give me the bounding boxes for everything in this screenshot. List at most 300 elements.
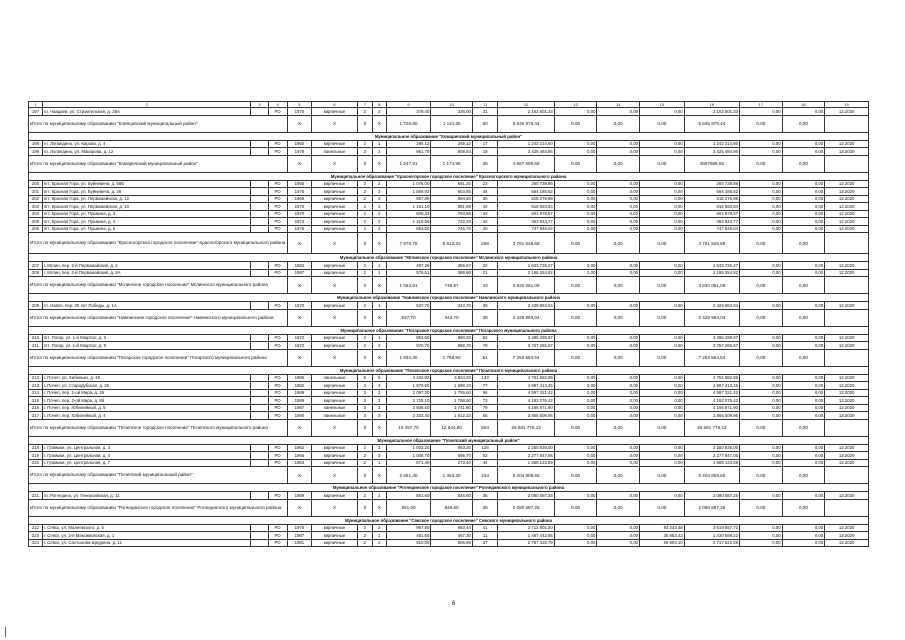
subtotal-cell: 2 429 963,04 bbox=[684, 309, 739, 326]
table-cell: 0,00 bbox=[554, 452, 597, 460]
table-cell: 1989 bbox=[287, 492, 311, 500]
table-row bbox=[29, 218, 869, 226]
subtotal-row bbox=[29, 419, 869, 436]
table-cell: 2 bbox=[357, 148, 372, 156]
subtotal-label: Итого по муниципальному образованию "Погарское городское поселение" Погарского муниципального района bbox=[29, 349, 288, 366]
table-cell: РО bbox=[268, 452, 287, 460]
table-cell: 0,00 bbox=[740, 404, 783, 412]
table-row bbox=[29, 148, 869, 156]
table-row bbox=[29, 539, 869, 547]
table-cell: 0,00 bbox=[782, 342, 825, 350]
column-number: 2 bbox=[42, 102, 251, 108]
subtotal-cell: X bbox=[357, 277, 372, 294]
table-cell: 453 944,77 bbox=[498, 218, 554, 226]
table-cell: 12.2020 bbox=[825, 539, 869, 547]
table-cell: РО bbox=[268, 382, 287, 390]
table-cell: 467,30 bbox=[431, 532, 473, 540]
table-cell: 5 bbox=[357, 374, 372, 382]
table-cell: 722,20 bbox=[431, 218, 473, 226]
table-cell: пгт. Красная Гора, ул. Первомайская, д. 10 bbox=[42, 203, 251, 211]
table-cell: 0,00 bbox=[740, 532, 783, 540]
table-cell: г. Севск, ул. Малеевского, д. 5 bbox=[42, 524, 251, 532]
table-cell: 2 bbox=[357, 225, 372, 233]
table-cell: 967,80 bbox=[386, 524, 431, 532]
section-title: Муниципальное образование "Комаричский муниципальный район" bbox=[29, 132, 869, 140]
table-cell: 0,00 bbox=[782, 108, 825, 116]
table-cell: 2 429 963,04 bbox=[684, 302, 739, 310]
table-cell: 2 bbox=[357, 180, 372, 188]
table-row bbox=[29, 225, 869, 233]
subtotal-cell: 3 761 528,68 bbox=[684, 233, 739, 254]
table-cell: 0,00 bbox=[597, 397, 640, 405]
subtotal-cell: X bbox=[312, 419, 358, 436]
table-cell: 286,12 bbox=[386, 140, 431, 148]
table-row bbox=[29, 140, 869, 148]
subtotal-cell: 6 204 808,65 bbox=[498, 467, 554, 484]
table-cell: 1 006,70 bbox=[386, 452, 431, 460]
subtotal-cell: X bbox=[357, 233, 372, 254]
subtotal-cell: 5 845 976,44 bbox=[684, 115, 739, 132]
table-cell: 0,00 bbox=[639, 203, 684, 211]
table-cell bbox=[251, 444, 268, 452]
table-cell: 12.2020 bbox=[825, 492, 869, 500]
table-cell: 260 738,86 bbox=[498, 180, 554, 188]
table-cell: 2 bbox=[357, 188, 372, 196]
table-cell: 1 bbox=[372, 262, 386, 270]
table-cell: РО bbox=[268, 412, 287, 420]
table-cell: 265,12 bbox=[431, 140, 473, 148]
table-cell: кирпичные bbox=[312, 492, 358, 500]
table-cell: 198 bbox=[29, 140, 43, 148]
table-cell: 0,00 bbox=[782, 404, 825, 412]
table-cell: 0,00 bbox=[782, 262, 825, 270]
table-cell: 518 276,98 bbox=[684, 195, 739, 203]
subtotal-cell: 0,00 bbox=[597, 467, 640, 484]
table-cell: 0,00 bbox=[782, 459, 825, 467]
subtotal-cell bbox=[825, 309, 869, 326]
table-cell: гп. Рогнедино, ул. Генерсийская, д. 11 bbox=[42, 492, 251, 500]
subtotal-cell: 846,60 bbox=[431, 499, 473, 516]
table-cell: 0,00 bbox=[597, 180, 640, 188]
table-cell: 0,00 bbox=[639, 148, 684, 156]
subtotal-cell: 5 613,33 bbox=[431, 233, 473, 254]
table-cell: 2 bbox=[357, 342, 372, 350]
column-number: 19 bbox=[825, 102, 869, 108]
subtotal-cell bbox=[825, 115, 869, 132]
table-cell: 3 bbox=[372, 195, 386, 203]
subtotal-cell: X bbox=[287, 277, 311, 294]
table-cell: 0,00 bbox=[554, 225, 597, 233]
table-cell: 212 bbox=[29, 374, 43, 382]
subtotal-cell: 537,70 bbox=[386, 309, 431, 326]
table-cell: 888,70 bbox=[431, 342, 473, 350]
table-cell bbox=[251, 492, 268, 500]
section-title: Муниципальное образование "Навлинское городское поселение" Навлинского муниципального района bbox=[29, 294, 869, 302]
table-cell: 2 717 522,69 bbox=[684, 539, 739, 547]
subtotal-row bbox=[29, 309, 869, 326]
subtotal-cell: 7 253 554,54 bbox=[684, 349, 739, 366]
table-cell: РО bbox=[268, 140, 287, 148]
subtotal-cell: 36 bbox=[472, 499, 498, 516]
table-cell: 0,00 bbox=[740, 140, 783, 148]
table-cell: 0,00 bbox=[597, 342, 640, 350]
register-sheet bbox=[28, 101, 869, 547]
table-cell: 481,60 bbox=[386, 532, 431, 540]
table-cell: 12.2020 bbox=[825, 269, 869, 277]
subtotal-cell: X bbox=[357, 499, 372, 516]
table-cell bbox=[251, 389, 268, 397]
table-cell: кирпичные bbox=[312, 389, 358, 397]
table-cell: 2 186 354,82 bbox=[498, 269, 554, 277]
table-cell: 23 bbox=[472, 180, 498, 188]
subtotal-row bbox=[29, 233, 869, 254]
subtotal-cell: 1 063,81 bbox=[386, 277, 431, 294]
table-cell: 0,00 bbox=[597, 269, 640, 277]
table-cell: 39 bbox=[472, 302, 498, 310]
subtotal-cell: 50 bbox=[472, 115, 498, 132]
subtotal-cell: X bbox=[372, 155, 386, 172]
table-cell: 12.2020 bbox=[825, 374, 869, 382]
table-cell: 4 597 321,42 bbox=[684, 389, 739, 397]
table-cell: 3 bbox=[372, 389, 386, 397]
table-cell: 0,00 bbox=[740, 203, 783, 211]
table-cell: кирпичные bbox=[312, 334, 358, 342]
subtotal-cell: 2 429 963,04 bbox=[498, 309, 554, 326]
table-cell: 12.2020 bbox=[825, 389, 869, 397]
subtotal-cell: 0,00 bbox=[639, 309, 684, 326]
subtotal-cell: X bbox=[287, 309, 311, 326]
table-cell: 0,00 bbox=[740, 225, 783, 233]
table-cell: 12.2020 bbox=[825, 404, 869, 412]
table-cell: 12.2020 bbox=[825, 210, 869, 218]
table-cell: 0,00 bbox=[639, 412, 684, 420]
table-cell: 1975 bbox=[287, 108, 311, 116]
table-cell: 1975 bbox=[287, 188, 311, 196]
table-cell: 208 bbox=[29, 269, 43, 277]
subtotal-cell: 0,00 bbox=[639, 115, 684, 132]
table-cell: 0,00 bbox=[597, 148, 640, 156]
section-title: Муниципальное образование "Погарское городское поселение" Погарского муниципального района bbox=[29, 326, 869, 334]
subtotal-cell: 7 676,78 bbox=[386, 233, 431, 254]
table-cell: 0,00 bbox=[597, 203, 640, 211]
subtotal-cell bbox=[825, 277, 869, 294]
table-cell: 0,00 bbox=[782, 492, 825, 500]
table-cell: 0,00 bbox=[782, 397, 825, 405]
table-cell bbox=[251, 452, 268, 460]
table-cell: 36 bbox=[472, 492, 498, 500]
table-cell: 40 bbox=[472, 225, 498, 233]
table-cell: кирпичные bbox=[312, 539, 358, 547]
table-cell: г. Почеп, пер. 2-ой Мира, д. 8б bbox=[42, 397, 251, 405]
table-cell: 0,00 bbox=[782, 269, 825, 277]
table-cell: 0,00 bbox=[782, 444, 825, 452]
table-cell: 0,00 bbox=[639, 374, 684, 382]
table-cell: 0,00 bbox=[639, 195, 684, 203]
table-cell: 218 bbox=[29, 444, 43, 452]
table-row bbox=[29, 180, 869, 188]
table-cell: 2 bbox=[372, 342, 386, 350]
table-cell: 12.2020 bbox=[825, 108, 869, 116]
table-cell: РО bbox=[268, 180, 287, 188]
table-cell: 5 bbox=[372, 374, 386, 382]
table-cell bbox=[251, 404, 268, 412]
subtotal-cell: 0,00 bbox=[554, 233, 597, 254]
table-row bbox=[29, 397, 869, 405]
subtotal-cell bbox=[825, 419, 869, 436]
subtotal-cell: 43 bbox=[472, 277, 498, 294]
table-cell: 0,00 bbox=[554, 148, 597, 156]
table-row bbox=[29, 444, 869, 452]
table-cell: 0,00 bbox=[554, 203, 597, 211]
table-cell: 343,70 bbox=[431, 302, 473, 310]
subtotal-cell: X bbox=[312, 309, 358, 326]
table-cell: 0,00 bbox=[639, 404, 684, 412]
subtotal-cell: 0,00 bbox=[740, 499, 783, 516]
table-cell: 2 bbox=[357, 262, 372, 270]
table-cell: 1 bbox=[372, 334, 386, 342]
table-cell: 37 bbox=[472, 539, 498, 547]
table-cell: 2 080 587,25 bbox=[498, 492, 554, 500]
section-heading-row bbox=[29, 516, 869, 524]
table-cell: 379,40 bbox=[386, 108, 431, 116]
subtotal-cell: X bbox=[312, 155, 358, 172]
subtotal-cell: X bbox=[287, 349, 311, 366]
table-cell: кирпичные bbox=[312, 218, 358, 226]
table-cell: 0,00 bbox=[740, 148, 783, 156]
table-cell: 2 bbox=[372, 108, 386, 116]
table-cell: 1975 bbox=[287, 225, 311, 233]
table-cell: кирпичные bbox=[312, 382, 358, 390]
column-number: 15 bbox=[639, 102, 684, 108]
subtotal-cell: X bbox=[287, 233, 311, 254]
section-heading-row bbox=[29, 326, 869, 334]
table-cell: 2 bbox=[372, 539, 386, 547]
table-cell: 0,00 bbox=[639, 389, 684, 397]
table-cell: 3 bbox=[357, 397, 372, 405]
table-cell: 222 bbox=[29, 524, 43, 532]
table-cell: 30 bbox=[472, 195, 498, 203]
section-heading-row bbox=[29, 172, 869, 180]
subtotal-cell: X bbox=[372, 349, 386, 366]
table-cell: 2 162 601,33 bbox=[684, 108, 739, 116]
subtotal-row bbox=[29, 115, 869, 132]
subtotal-cell: 0,00 bbox=[597, 115, 640, 132]
table-cell: 12.2020 bbox=[825, 444, 869, 452]
table-cell: 2 bbox=[357, 210, 372, 218]
table-cell: 2 bbox=[357, 452, 372, 460]
table-cell: пгт. Красная Гора, ул. Буйневича, д. 26 bbox=[42, 188, 251, 196]
table-cell: 0,00 bbox=[554, 444, 597, 452]
table-cell: 0,00 bbox=[597, 404, 640, 412]
table-cell: 2 bbox=[357, 108, 372, 116]
table-cell: 853,50 bbox=[386, 225, 431, 233]
section-heading-row bbox=[29, 254, 869, 262]
subtotal-cell: 12 644,80 bbox=[431, 419, 473, 436]
table-row bbox=[29, 492, 869, 500]
subtotal-cell: X bbox=[312, 277, 358, 294]
table-cell: кирпичные bbox=[312, 532, 358, 540]
table-cell: 1963 bbox=[287, 459, 311, 467]
subtotal-cell: X bbox=[372, 419, 386, 436]
table-cell: 1 bbox=[372, 302, 386, 310]
table-cell bbox=[251, 148, 268, 156]
table-cell: 12.2020 bbox=[825, 188, 869, 196]
subtotal-cell: 0,00 bbox=[597, 499, 640, 516]
table-cell: 211 bbox=[29, 342, 43, 350]
table-cell bbox=[251, 382, 268, 390]
table-cell bbox=[251, 269, 268, 277]
table-cell: гп. Навля, пер. 30 лет Победы, д. 1А bbox=[42, 302, 251, 310]
table-cell: 0,00 bbox=[554, 188, 597, 196]
table-cell: 1970 bbox=[287, 302, 311, 310]
subtotal-cell: 0,00 bbox=[740, 467, 783, 484]
table-cell: 42 bbox=[472, 203, 498, 211]
table-cell: 0,00 bbox=[597, 412, 640, 420]
table-cell: 93 243,48 bbox=[639, 524, 684, 532]
subtotal-cell: 0,00 bbox=[554, 467, 597, 484]
section-title: Муниципальное образование "Красногорское городское поселение" Красногорского муниципального района bbox=[29, 172, 869, 180]
table-cell: 596,70 bbox=[431, 452, 473, 460]
subtotal-cell: 4667699,56 bbox=[684, 155, 739, 172]
subtotal-cell: 0,00 bbox=[554, 115, 597, 132]
table-cell: 0,00 bbox=[740, 269, 783, 277]
table-cell: 0,00 bbox=[740, 262, 783, 270]
table-cell: 2 bbox=[357, 539, 372, 547]
table-cell bbox=[251, 188, 268, 196]
table-cell: 0,00 bbox=[639, 140, 684, 148]
column-number: 7 bbox=[357, 102, 372, 108]
table-cell: РО bbox=[268, 397, 287, 405]
table-cell: 0,00 bbox=[782, 389, 825, 397]
column-number: 6 bbox=[312, 102, 358, 108]
subtotal-cell: 0,00 bbox=[782, 419, 825, 436]
table-cell: 0,00 bbox=[639, 188, 684, 196]
table-cell: 487,38 bbox=[386, 262, 431, 270]
subtotal-cell: 0,00 bbox=[597, 309, 640, 326]
table-cell: 1 768,90 bbox=[431, 397, 473, 405]
column-number: 5 bbox=[287, 102, 311, 108]
table-cell: 82 bbox=[472, 334, 498, 342]
table-cell: 2 162 601,33 bbox=[498, 108, 554, 116]
table-cell: 220 bbox=[29, 459, 43, 467]
table-cell: 133 bbox=[472, 374, 498, 382]
table-row bbox=[29, 452, 869, 460]
table-cell: 1955 bbox=[287, 180, 311, 188]
table-cell: 12.2020 bbox=[825, 203, 869, 211]
subtotal-cell: X bbox=[372, 115, 386, 132]
table-cell: РО bbox=[268, 195, 287, 203]
table-cell: 355,67 bbox=[431, 262, 473, 270]
table-cell: 815 593,84 bbox=[498, 203, 554, 211]
table-cell: 205 bbox=[29, 218, 43, 226]
table-cell: 0,00 bbox=[740, 334, 783, 342]
column-number: 3 bbox=[251, 102, 268, 108]
table-cell: 210 bbox=[29, 334, 43, 342]
table-cell: 1 003,20 bbox=[386, 444, 431, 452]
table-cell: 601 878,57 bbox=[498, 210, 554, 218]
table-cell: г. Почеп, пер. Юбилейный, д. 4 bbox=[42, 412, 251, 420]
table-cell bbox=[251, 225, 268, 233]
table-cell: 0,00 bbox=[639, 262, 684, 270]
column-number: 8 bbox=[372, 102, 386, 108]
table-cell: 1 970,90 bbox=[386, 382, 431, 390]
table-cell: 221 bbox=[29, 492, 43, 500]
table-cell: 0,00 bbox=[554, 539, 597, 547]
table-cell: 0,00 bbox=[554, 412, 597, 420]
table-cell: г. Почеп, ул. Стародубская, д. 25 bbox=[42, 382, 251, 390]
table-cell: 0,00 bbox=[740, 210, 783, 218]
table-cell: 224 bbox=[29, 539, 43, 547]
table-cell: 2 508,50 bbox=[386, 404, 431, 412]
table-cell: 3 bbox=[357, 389, 372, 397]
table-cell: 0,00 bbox=[597, 188, 640, 196]
table-cell: 56 bbox=[472, 412, 498, 420]
table-cell: 1 698,10 bbox=[431, 382, 473, 390]
table-cell: 0,00 bbox=[782, 539, 825, 547]
table-cell: 0,00 bbox=[740, 374, 783, 382]
table-cell: 12.2020 bbox=[825, 397, 869, 405]
table-cell: РО bbox=[268, 302, 287, 310]
subtotal-cell: X bbox=[372, 499, 386, 516]
subtotal-cell: 0,00 bbox=[740, 115, 783, 132]
table-cell: 12.2020 bbox=[825, 225, 869, 233]
table-cell: 0,00 bbox=[782, 334, 825, 342]
table-cell: 12.2020 bbox=[825, 452, 869, 460]
table-cell: 12.2020 bbox=[825, 218, 869, 226]
table-cell: 1966 bbox=[287, 452, 311, 460]
table-cell bbox=[251, 262, 268, 270]
table-cell: 41 bbox=[472, 524, 498, 532]
table-cell: 2 186 354,82 bbox=[684, 269, 739, 277]
table-cell: 1 076,00 bbox=[386, 180, 431, 188]
table-cell: г. Почеп, ул. Хибенько, д. 48 bbox=[42, 374, 251, 382]
table-cell: 0,00 bbox=[597, 444, 640, 452]
subtotal-cell: 2 080 587,25 bbox=[498, 499, 554, 516]
table-cell: 2 bbox=[357, 459, 372, 467]
table-cell: 3 bbox=[372, 444, 386, 452]
table-cell: 3 bbox=[372, 382, 386, 390]
table-cell: 747 849,04 bbox=[684, 225, 739, 233]
table-cell: РО bbox=[268, 492, 287, 500]
table-cell: 3 bbox=[372, 148, 386, 156]
table-cell bbox=[251, 374, 268, 382]
table-cell: панельные bbox=[312, 412, 358, 420]
table-cell: 1 467 442,85 bbox=[498, 532, 554, 540]
table-cell: 0,00 bbox=[639, 444, 684, 452]
table-cell: 2 bbox=[357, 532, 372, 540]
table-cell: 883,44 bbox=[431, 524, 473, 532]
table-cell: 0,00 bbox=[740, 452, 783, 460]
table-cell: 2 bbox=[357, 269, 372, 277]
table-cell: 1 668 123,59 bbox=[498, 459, 554, 467]
table-cell: 0,00 bbox=[782, 452, 825, 460]
table-cell: кирпичные bbox=[312, 452, 358, 460]
table-cell: 0,00 bbox=[740, 444, 783, 452]
table-cell: панельные bbox=[312, 404, 358, 412]
table-cell: 215 bbox=[29, 397, 43, 405]
table-cell: 207 bbox=[29, 262, 43, 270]
table-cell: 1 242 214,60 bbox=[498, 140, 554, 148]
table-cell: кирпичные bbox=[312, 180, 358, 188]
table-row bbox=[29, 382, 869, 390]
table-cell: 3 866 509,95 bbox=[498, 412, 554, 420]
table-cell: 2 080 587,25 bbox=[684, 492, 739, 500]
subtotal-cell: X bbox=[312, 233, 358, 254]
table-cell: 0,00 bbox=[782, 532, 825, 540]
table-cell: 202 bbox=[29, 195, 43, 203]
table-cell: РО bbox=[268, 374, 287, 382]
table-cell: 0,00 bbox=[740, 539, 783, 547]
